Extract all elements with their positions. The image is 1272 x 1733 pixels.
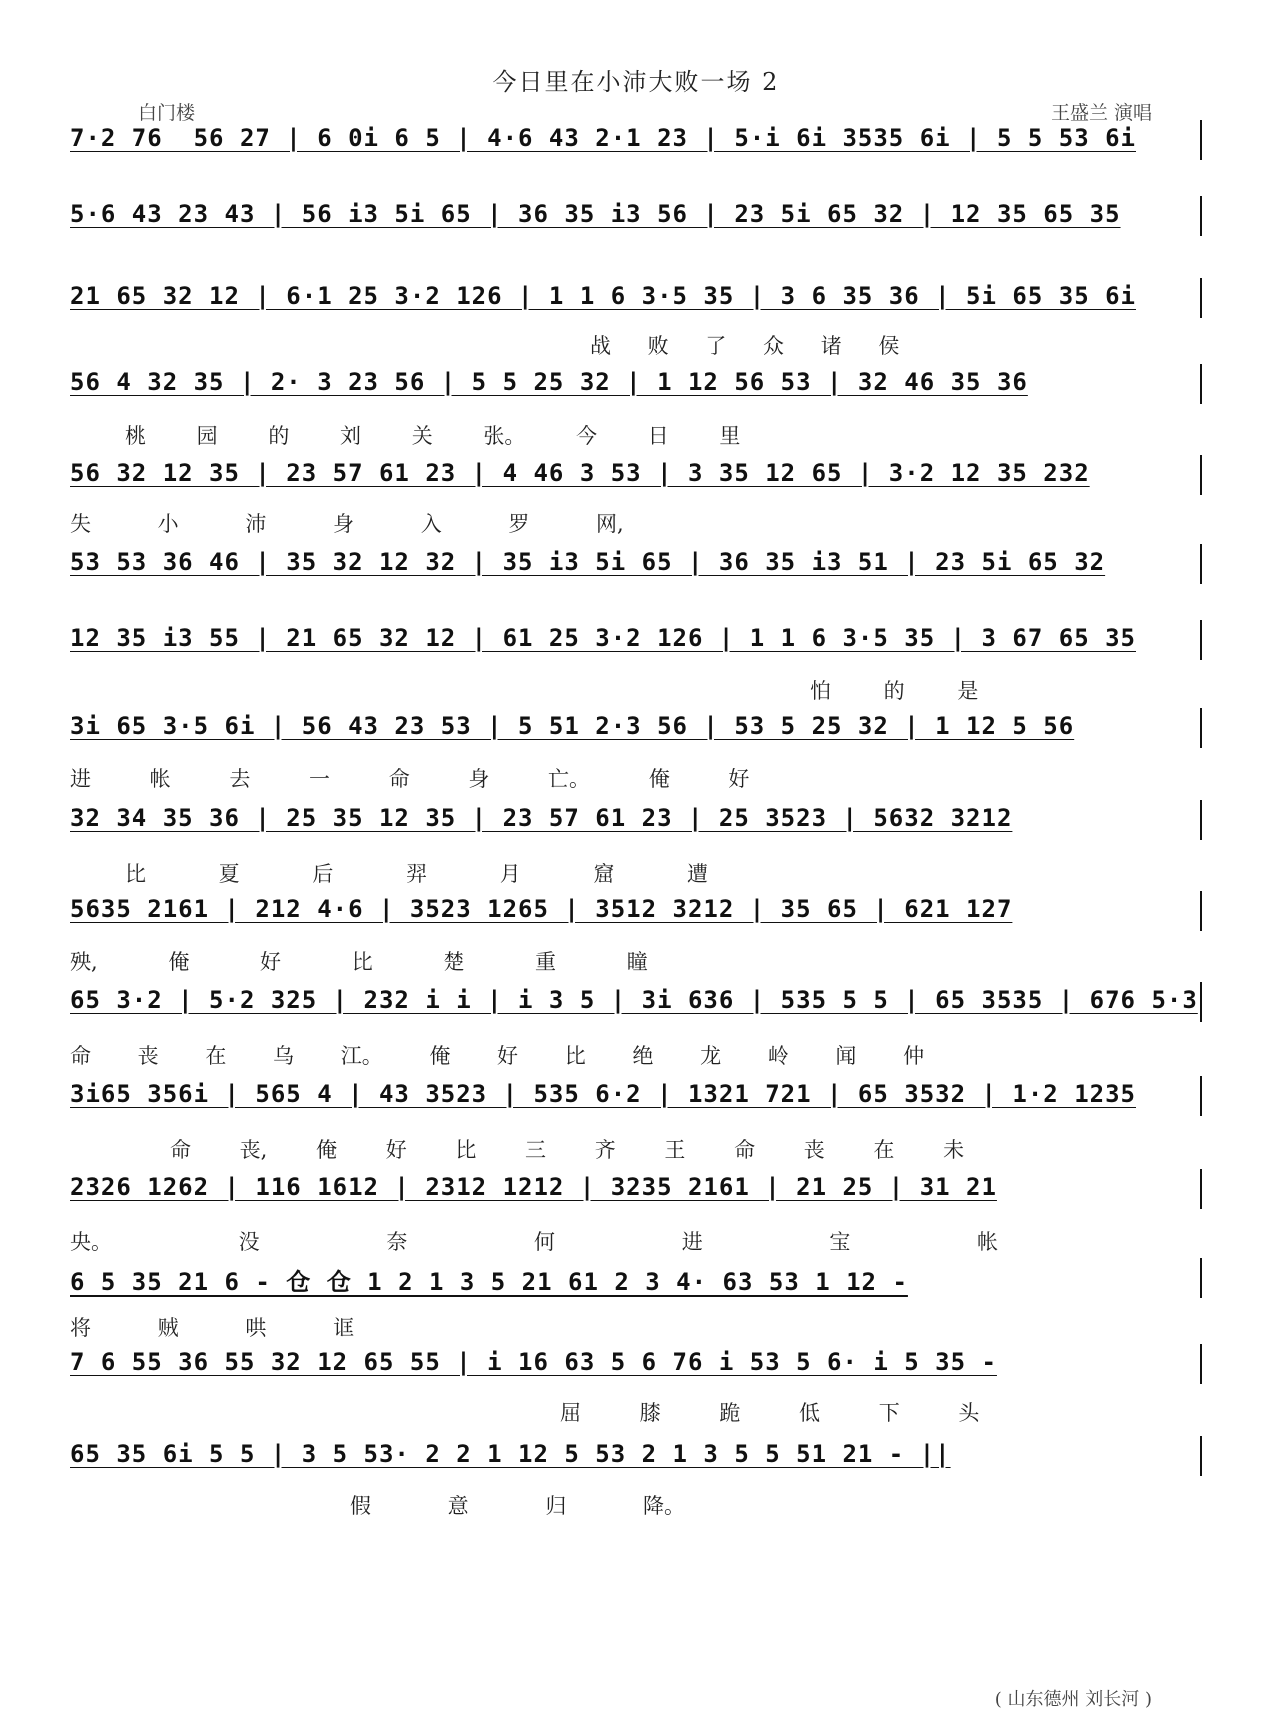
notation-line: 5·6 43 23 43 | 56 i3 5i 65 | 36 35 i3 56 | 23 5i 65 32 | 12 35 65 35 xyxy=(70,200,1121,228)
notation-line: 6 5 35 21 6 - 仓 仓 1 2 1 3 5 21 61 2 3 4· 63 53 1 12 - xyxy=(70,1268,908,1296)
lyric-line: 命 丧 在 乌 江。 俺 好 比 绝 龙 岭 闻 仲 xyxy=(70,1044,925,1068)
barline xyxy=(1200,1076,1202,1116)
notation-line: 7 6 55 36 55 32 12 65 55 | i 16 63 5 6 76 i 53 5 6· i 5 35 - xyxy=(70,1348,997,1376)
barline xyxy=(1200,620,1202,660)
lyric-line: 战 败 了 众 诸 侯 xyxy=(590,334,900,358)
performer-credit: 王盛兰 演唱 xyxy=(1050,102,1152,124)
barline xyxy=(1200,364,1202,404)
barline xyxy=(1200,120,1202,160)
barline xyxy=(1200,1258,1202,1298)
lyric-line: 桃 园 的 刘 关 张。 今 日 里 xyxy=(125,424,741,448)
lyric-line: 失 小 沛 身 入 罗 网, xyxy=(70,512,624,536)
notation-line: 12 35 i3 55 | 21 65 32 12 | 61 25 3·2 126 | 1 1 6 3·5 35 | 3 67 65 35 xyxy=(70,624,1136,652)
lyric-line: 比 夏 后 羿 月 窟 遭 xyxy=(125,862,709,886)
lyric-line: 怕 的 是 xyxy=(810,679,979,703)
lyric-line: 进 帐 去 一 命 身 亡。 俺 好 xyxy=(70,767,750,791)
barline xyxy=(1200,196,1202,236)
lyric-line: 央。 没 奈 何 进 宝 帐 xyxy=(70,1230,999,1254)
notation-line: 53 53 36 46 | 35 32 12 32 | 35 i3 5i 65 | 36 35 i3 51 | 23 5i 65 32 xyxy=(70,548,1106,576)
notation-line: 65 3·2 | 5·2 325 | 232 i i | i 3 5 | 3i 636 | 535 5 5 | 65 3535 | 676 5·3 xyxy=(70,986,1198,1014)
notation-line: 2326 1262 | 116 1612 | 2312 1212 | 3235 2161 | 21 25 | 31 21 xyxy=(70,1173,997,1201)
lyric-line: 假 意 归 降。 xyxy=(350,1494,686,1518)
lyric-line: 殃, 俺 好 比 楚 重 瞳 xyxy=(70,950,648,974)
song-title: 今日里在小沛大败一场 2 xyxy=(492,68,780,96)
barline xyxy=(1200,891,1202,931)
barline xyxy=(1200,1344,1202,1384)
opera-name: 白门楼 xyxy=(138,102,196,124)
notation-line: 21 65 32 12 | 6·1 25 3·2 126 | 1 1 6 3·5 35 | 3 6 35 36 | 5i 65 35 6i xyxy=(70,282,1136,310)
lyric-line: 屈 膝 跪 低 下 头 xyxy=(560,1401,980,1425)
barline xyxy=(1200,455,1202,495)
barline xyxy=(1200,1169,1202,1209)
barline xyxy=(1200,982,1202,1022)
notation-line: 56 4 32 35 | 2· 3 23 56 | 5 5 25 32 | 1 12 56 53 | 32 46 35 36 xyxy=(70,368,1028,396)
notation-line: 32 34 35 36 | 25 35 12 35 | 23 57 61 23 | 25 3523 | 5632 3212 xyxy=(70,804,1013,832)
barline xyxy=(1200,800,1202,840)
notation-line: 56 32 12 35 | 23 57 61 23 | 4 46 3 53 | 3 35 12 65 | 3·2 12 35 232 xyxy=(70,459,1090,487)
notation-line: 5635 2161 | 212 4·6 | 3523 1265 | 3512 3212 | 35 65 | 621 127 xyxy=(70,895,1013,923)
barline xyxy=(1200,278,1202,318)
notation-line: 65 35 6i 5 5 | 3 5 53· 2 2 1 12 5 53 2 1 3 5 5 51 21 - || xyxy=(70,1440,951,1468)
lyric-line: 命 丧, 俺 好 比 三 齐 王 命 丧 在 未 xyxy=(170,1138,965,1162)
source-credit: ( 山东德州 刘长河 ) xyxy=(994,1689,1152,1710)
barline xyxy=(1200,544,1202,584)
barline xyxy=(1200,708,1202,748)
barline xyxy=(1200,1436,1202,1476)
notation-line: 7·2 76 56 27 | 6 0i 6 5 | 4·6 43 2·1 23 | 5·i 6i 3535 6i | 5 5 53 6i xyxy=(70,124,1136,152)
notation-line: 3i65 356i | 565 4 | 43 3523 | 535 6·2 | 1321 721 | 65 3532 | 1·2 1235 xyxy=(70,1080,1136,1108)
lyric-line: 将 贼 哄 诓 xyxy=(70,1316,355,1340)
notation-line: 3i 65 3·5 6i | 56 43 23 53 | 5 51 2·3 56 | 53 5 25 32 | 1 12 5 56 xyxy=(70,712,1075,740)
